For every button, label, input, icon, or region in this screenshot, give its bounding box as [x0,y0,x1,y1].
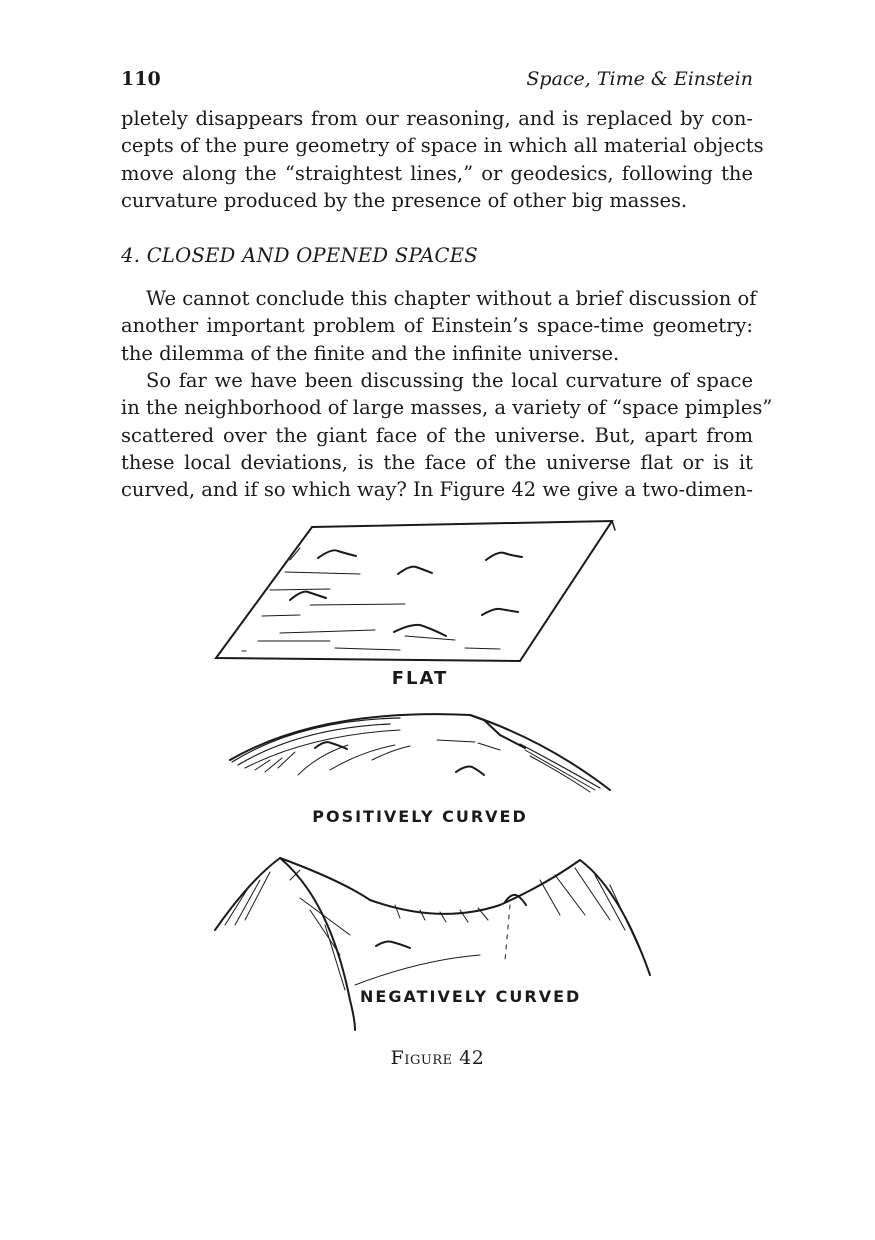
text-line: pletely disappears from our reasoning, and is replaced by con- [121,107,753,130]
text-line: these local deviations, is the face of the universe flat or is it [121,450,753,474]
positively-curved-label: POSITIVELY CURVED [312,807,528,826]
paragraph-continued [121,105,764,214]
flat-label: FLAT [391,668,449,689]
text-line: another important problem of Einstein’s space-time geometry: [121,314,753,338]
page-number: 110 [121,68,161,90]
figure-caption: Figure 42 [390,1047,485,1069]
flat-surface-drawing [216,521,615,661]
text-line: cepts of the pure geometry of space in which all material objects [121,134,764,158]
text-line: curvature produced by the presence of other big masses. [121,188,688,212]
text-line: scattered over the giant face of the universe. But, apart from [121,423,753,447]
section-heading: 4. CLOSED AND OPENED SPACES [121,244,478,267]
text-line: curved, and if so which way? In Figure 42 we give a two-dimen- [121,478,753,502]
positively-curved-drawing [230,714,610,792]
page-header [121,68,753,94]
text-line: the dilemma of the finite and the infinite universe. [121,341,620,365]
text-line: in the neighborhood of large masses, a variety of “space pimples” [121,396,773,420]
running-title: Space, Time & Einstein [526,68,753,90]
text-line: move along the “straightest lines,” or geodesics, following the [121,161,753,185]
paragraph-curvature [121,367,773,503]
text-line: So far we have been discussing the local curvature of space [146,369,753,392]
negatively-curved-label: NEGATIVELY CURVED [360,987,582,1006]
figure-42-illustration [0,510,875,1080]
paragraph-intro [121,285,757,367]
text-line: We cannot conclude this chapter without a brief discussion of [146,287,757,310]
